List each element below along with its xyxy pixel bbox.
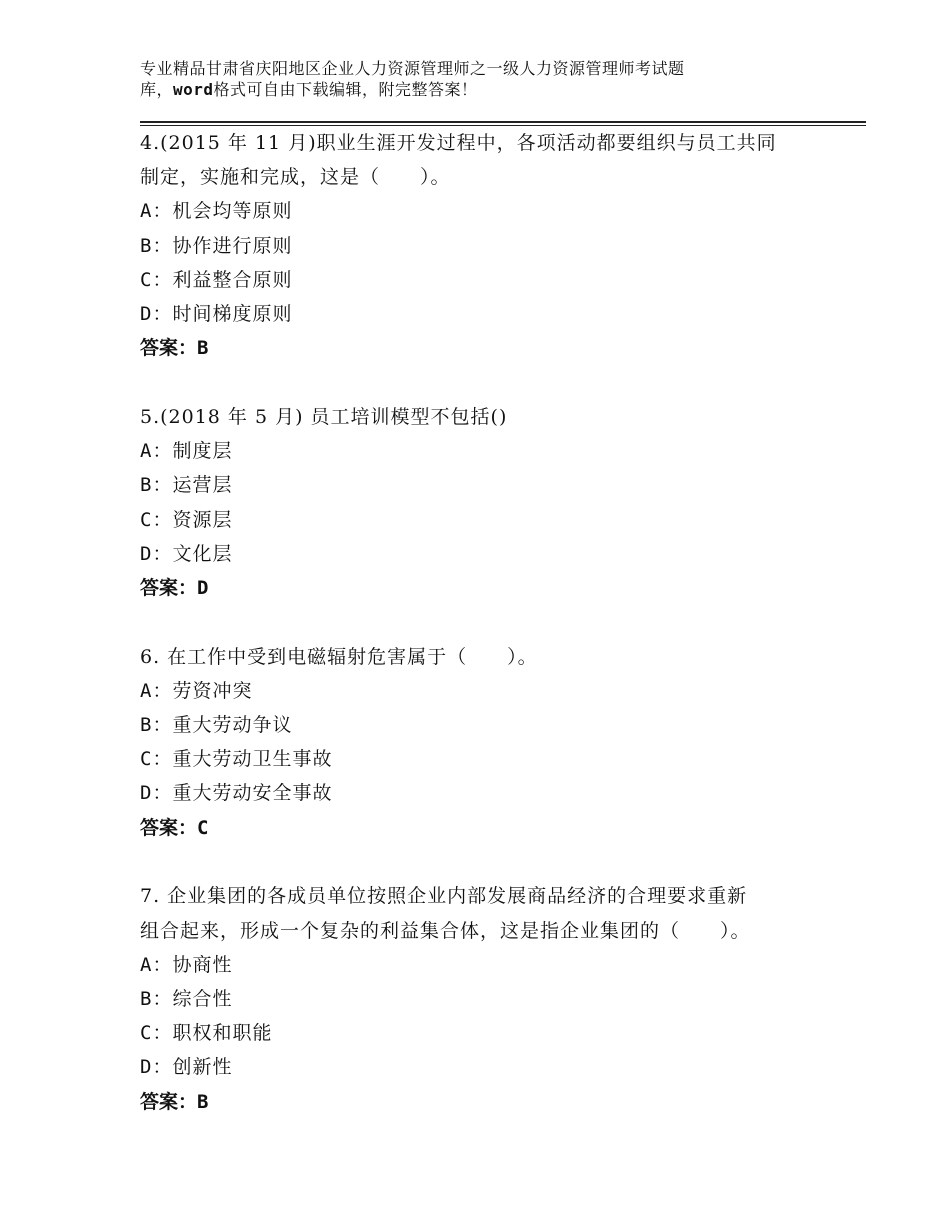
- question-stem-line: 4.(2015 年 11 月)职业生涯开发过程中，各项活动都要组织与员工共同: [140, 132, 777, 154]
- question-5: [140, 400, 840, 605]
- header-line-2-prefix: 库，: [140, 80, 174, 99]
- option-a: A：劳资冲突: [140, 679, 253, 702]
- option-c: C：利益整合原则: [140, 268, 293, 291]
- option-b: B：运营层: [140, 474, 233, 497]
- header-divider-thick: [140, 121, 866, 123]
- answer-label: 答案：B: [140, 337, 209, 360]
- answer-label: 答案：C: [140, 816, 209, 839]
- question-stem-line: 制定，实施和完成，这是（ ）。: [140, 166, 451, 189]
- option-a: A：制度层: [140, 440, 233, 463]
- option-c: C：职权和职能: [140, 1022, 273, 1045]
- question-stem-line: 7. 企业集团的各成员单位按照企业内部发展商品经济的合理要求重新: [140, 885, 748, 908]
- question-spacer: [140, 845, 840, 880]
- option-a: A：机会均等原则: [140, 200, 293, 223]
- option-c: C：资源层: [140, 508, 233, 531]
- question-4: [140, 126, 840, 365]
- option-b: B：重大劳动争议: [140, 714, 293, 737]
- option-b: B：协作进行原则: [140, 234, 293, 257]
- option-c: C：重大劳动卫生事故: [140, 748, 333, 771]
- question-6: [140, 640, 840, 845]
- header-word-label: word: [173, 80, 214, 99]
- option-d: D：文化层: [140, 542, 233, 565]
- question-stem-line: 5.(2018 年 5 月) 员工培训模型不包括(): [140, 405, 508, 428]
- option-d: D：时间梯度原则: [140, 303, 293, 326]
- question-7: [140, 879, 840, 1118]
- option-d: D：重大劳动安全事故: [140, 782, 333, 805]
- question-spacer: [140, 605, 840, 640]
- option-a: A：协商性: [140, 953, 233, 976]
- question-list: [140, 126, 840, 1119]
- answer-label: 答案：B: [140, 1090, 209, 1113]
- question-spacer: [140, 365, 840, 400]
- header-line-2-suffix: 格式可自由下载编辑，附完整答案！: [213, 80, 478, 99]
- option-b: B：综合性: [140, 987, 233, 1010]
- question-stem-line: 6. 在工作中受到电磁辐射危害属于（ ）。: [140, 645, 538, 668]
- option-d: D：创新性: [140, 1056, 233, 1079]
- document-header: [140, 58, 800, 100]
- header-line-2: [140, 79, 800, 100]
- answer-label: 答案：D: [140, 576, 209, 599]
- header-line-1: 专业精品甘肃省庆阳地区企业人力资源管理师之一级人力资源管理师考试题: [140, 59, 685, 78]
- question-stem-line: 组合起来，形成一个复杂的利益集合体，这是指企业集团的（ ）。: [140, 919, 751, 942]
